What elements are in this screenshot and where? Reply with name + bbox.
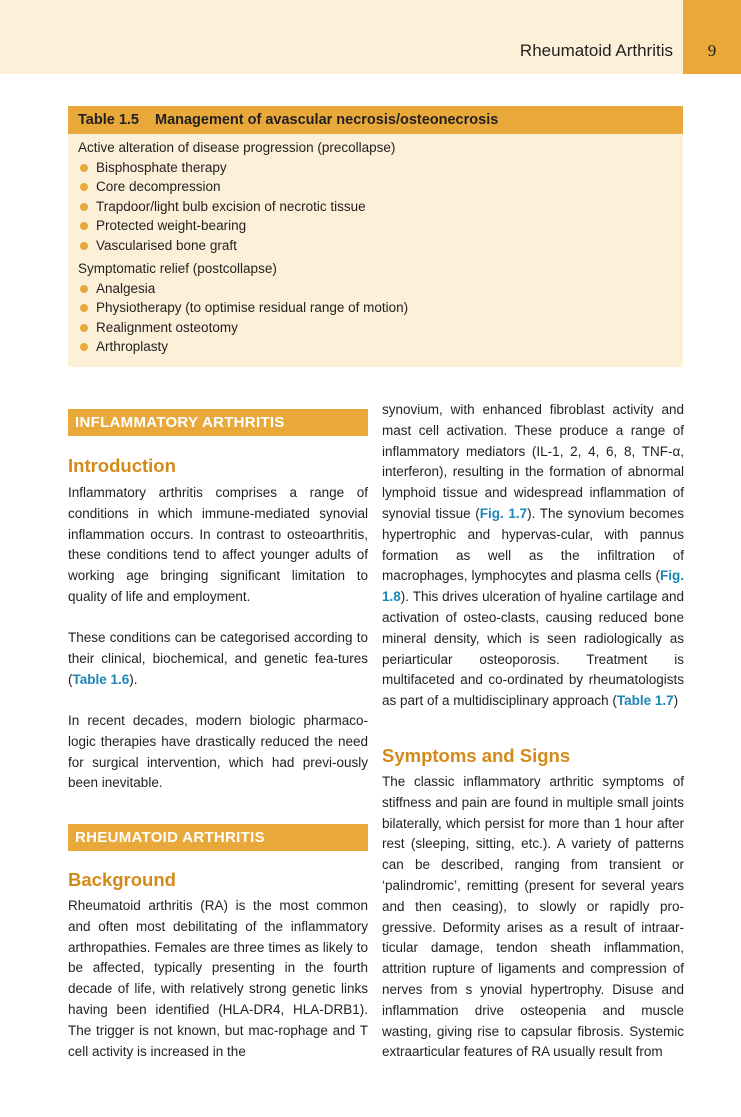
table-title: Management of avascular necrosis/osteonecrosis [154,112,499,128]
bullet-icon [80,304,88,312]
symptoms-paragraph: The classic inflammatory arthritic symptoms of stiffness and pain are found in multiple small joints bilaterally, which persist for more than 1 hour after rest (sleeping, sitting, etc.). A variety of patterns can be described, ranging from transient or ‘palindromic’, remitting (present for several years and then ceasing), to slowly or rapidly pro-gressive. Deformity arises as a result of intraar-ticular damage, tendon sheath inflammation, attrition rupture of ligaments and compression of nerves from s ynovial hypertrophy. Disuse and inflammation drive osteopenia and muscle wasting, giving rise to capsular fibrosis. Systemic extraarticular features of RA usually result from [382,774,684,1060]
list-item: Arthroplasty [78,337,683,357]
fig-1-8-link[interactable]: Fig. 1.8 [382,568,684,605]
bullet-icon [80,203,88,211]
background-heading: Background [68,869,176,890]
pathology-paragraph: synovium, with enhanced fibroblast activity and mast cell activation. These produce a range of inflammatory mediators (IL-1, 2, 4, 6, 8, TNF-α, interferon), resulting in the formation of abnormal lymphoid tissue and widespread inflammation of synovial tissue (Fig. 1.7). The synovium becomes hypertrophic and hypervas-cular, with pannus formation as well as the infiltration of macrophages, lymphocytes and plasma cells (Fig. 1.8). This drives ulceration of hyaline cartilage and activation of osteo-clasts, causing reduced bone mineral density, which is seen radiologically as periarticular osteoporosis. Treatment is multifaceted and co-ordinated by rheumatologists as part of a multidisciplinary approach (Table 1.7) [382,402,684,709]
section-heading-inflammatory-arthritis: INFLAMMATORY ARTHRITIS [68,409,368,436]
header-band [0,0,683,74]
table-header [68,106,683,134]
bullet-icon [80,242,88,250]
background-paragraph: Rheumatoid arthritis (RA) is the most common and often most debilitating of the inflammatory arthropathies. Females are three times as likely to be affected, typically presenting in the fourth decade of life, with relatively strong genetic links having been identified (HLA-DR4, HLA-DRB1). The trigger is not known, but mac-rophage and T cell activity is increased in the [68,898,368,1059]
fig-1-7-link[interactable]: Fig. 1.7 [479,505,528,521]
intro-paragraph-3: In recent decades, modern biologic pharmaco-logic therapies have drastically reduced the need for surgical intervention, which had previ-ously been inevitable. [68,713,368,791]
table-1-5 [68,106,683,367]
bullet-icon [80,164,88,172]
table-bullet-list [78,158,683,256]
bullet-icon [80,324,88,332]
list-item: Physiotherapy (to optimise residual range of motion) [78,298,683,318]
list-item: Bisphosphate therapy [78,158,683,178]
table-1-6-link[interactable]: Table 1.6 [72,671,130,687]
section-heading-rheumatoid-arthritis: RHEUMATOID ARTHRITIS [68,824,368,851]
list-item: Trapdoor/light bulb excision of necrotic tissue [78,197,683,217]
table-1-7-link[interactable]: Table 1.7 [616,693,674,709]
bullet-icon [80,343,88,351]
symptoms-heading: Symptoms and Signs [382,745,571,766]
page-number: 9 [707,41,717,60]
list-item: Core decompression [78,177,683,197]
table-group-title: Symptomatic relief (postcollapse) [78,261,277,276]
list-item: Analgesia [78,279,683,299]
intro-paragraph-1: Inflammatory arthritis comprises a range of conditions in which immune-mediated synovial inflammation occurs. In contrast to osteoarthritis, these conditions tend to affect younger adults of working age bringing significant limitation to quality of life and employment. [68,485,368,604]
list-item: Realignment osteotomy [78,318,683,338]
table-group-title: Active alteration of disease progression (precollapse) [78,140,396,155]
table-bullet-list [78,279,683,357]
introduction-heading: Introduction [68,455,176,476]
page-number-tab [683,0,741,74]
table-body [68,134,683,357]
list-item: Protected weight-bearing [78,216,683,236]
table-number: Table 1.5 [78,112,139,128]
list-item: Vascularised bone graft [78,236,683,256]
bullet-icon [80,222,88,230]
running-title: Rheumatoid Arthritis [519,41,673,60]
intro-paragraph-2: These conditions can be categorised according to their clinical, biochemical, and genetic fea-tures (Table 1.6). [68,630,368,687]
bullet-icon [80,285,88,293]
bullet-icon [80,183,88,191]
